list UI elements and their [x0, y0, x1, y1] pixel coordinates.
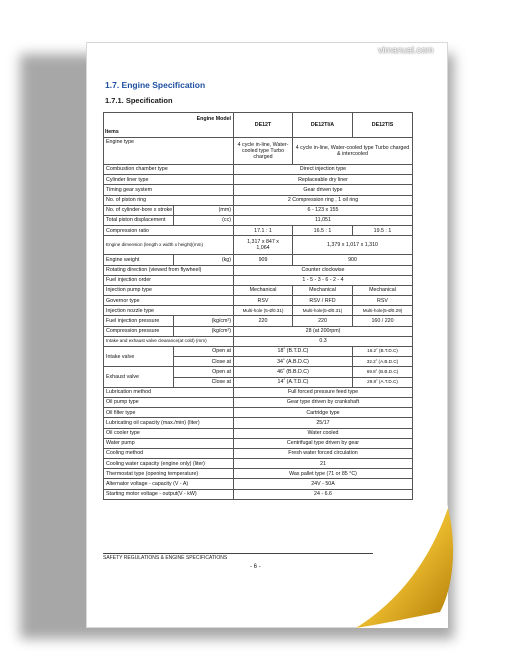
cell-value: 909: [234, 255, 293, 265]
row-label: Oil filter type: [104, 408, 234, 418]
row-sublabel: Close at: [174, 377, 234, 387]
header-de12ti: DE12TI/A: [293, 113, 353, 138]
cell-value: Direct injection type: [234, 165, 413, 175]
row-label: Exhaust valve: [104, 367, 174, 387]
cell-value: 1,379 x 1,017 x 1,310: [293, 236, 413, 255]
cell-value: RSV: [234, 296, 293, 306]
cell-value: Wax pallet type (71 or 85 °C): [234, 469, 413, 479]
row-label: Compression ratio: [104, 226, 234, 236]
cell-value: 220: [293, 316, 353, 326]
cell-value: 4 cycle in-line, Water-cooled type Turbo charged & intercooled: [293, 138, 413, 165]
cell-value: Multi-hole(5-Ø0.29): [353, 306, 413, 316]
cell-value: Fresh water forced circulation: [234, 448, 413, 458]
cell-value: Centrifugal type driven by gear: [234, 438, 413, 448]
page-number: - 6 -: [250, 564, 261, 570]
cell-value: 4 cycle in-line, Water-cooled type Turbo charged: [234, 138, 293, 165]
row-label: Oil pump type: [104, 397, 234, 407]
cell-value: 6 - 123 x 155: [234, 205, 413, 215]
row-label: Thermostat type (opening temperature): [104, 469, 234, 479]
row-unit: (kg/cm²): [174, 316, 234, 326]
row-label: Lubrication method: [104, 387, 234, 397]
cell-value: Multi-hole (5-Ø0.31): [234, 306, 293, 316]
header-de12t: DE12T: [234, 113, 293, 138]
row-label: Governor type: [104, 296, 234, 306]
subsection-heading: 1.7.1. Specification: [105, 96, 173, 105]
engine-model-label: Engine Model: [196, 116, 231, 122]
row-label: Cooling water capacity (engine only) (liter): [104, 459, 234, 469]
row-label: Alternator voltage - capacity (V - A): [104, 479, 234, 489]
cell-value: Counter clockwise: [234, 265, 413, 275]
row-label: No. of piston ring: [104, 195, 234, 205]
row-label: Timing gear system: [104, 185, 234, 195]
cell-value: Mechanical: [293, 285, 353, 295]
row-label: Rotating direction (viewed from flywheel): [104, 265, 234, 275]
row-unit: (kg): [174, 255, 234, 265]
cell-value: 21: [234, 459, 413, 469]
row-label: Fuel injection order: [104, 275, 234, 285]
gold-curl-icon: [356, 508, 453, 628]
cell-value: Replaceable dry liner: [234, 175, 413, 185]
row-label: Compression pressure: [104, 326, 174, 336]
cell-value: 24 - 6.6: [234, 489, 413, 499]
cell-value: 32.2˚ (A.B.D.C): [353, 357, 413, 367]
cell-value: 0.3: [234, 336, 413, 346]
cell-value: Water cooled: [234, 428, 413, 438]
cell-value: 16.2˚ (B.T.D.C): [353, 347, 413, 357]
cell-value: 160 / 220: [353, 316, 413, 326]
cell-value: Gear driven type: [234, 185, 413, 195]
cell-value: Mechanical: [234, 285, 293, 295]
row-unit: (kg/cm²): [174, 326, 234, 336]
cell-value: RSV / RFD: [293, 296, 353, 306]
row-unit: (cc): [174, 215, 234, 225]
cell-value: 69.8˚ (B.B.D.C): [353, 367, 413, 377]
cell-value: Mechanical: [353, 285, 413, 295]
row-label: Injection nozzle type: [104, 306, 234, 316]
cell-value: Full forced pressure feed type: [234, 387, 413, 397]
items-label: Items: [105, 128, 119, 135]
cell-value: 14˚ (A.T.D.C): [234, 377, 353, 387]
cell-value: 220: [234, 316, 293, 326]
watermark: vimanual.com: [378, 45, 434, 55]
row-label: Total piston displacement: [104, 215, 174, 225]
row-label: Injection pump type: [104, 285, 234, 295]
cell-value: 17.1 : 1: [234, 226, 293, 236]
cell-value: 34˚ (A.B.D.C): [234, 357, 353, 367]
cell-value: Gear type driven by crankshaft: [234, 397, 413, 407]
row-label: Fuel injection pressure: [104, 316, 174, 326]
header-de12tis: DE12TIS: [353, 113, 413, 138]
footer-text: SAFETY REGULATIONS & ENGINE SPECIFICATIONS: [103, 553, 373, 561]
cell-value: Multi-hole(5-Ø0.31): [293, 306, 353, 316]
row-label: Oil cooler type: [104, 428, 234, 438]
cell-value: 2 Compression ring , 1 oil ring: [234, 195, 413, 205]
cell-value: 11,051: [234, 215, 413, 225]
cell-value: 28 (at 200rpm): [234, 326, 413, 336]
cell-value: 24V - 50A: [234, 479, 413, 489]
cell-value: Cartridge type: [234, 408, 413, 418]
cell-value: 25/17: [234, 418, 413, 428]
cell-value: 1,317 x 847 x 1,064: [234, 236, 293, 255]
cell-value: 900: [293, 255, 413, 265]
cell-value: 29.8˚ (A.T.D.C): [353, 377, 413, 387]
row-label: Engine weight: [104, 255, 174, 265]
cell-value: 19.5 : 1: [353, 226, 413, 236]
row-label: Combustion chamber type: [104, 165, 234, 175]
cell-value: RSV: [353, 296, 413, 306]
row-label: Engine type: [104, 138, 234, 165]
row-label: Lubricating oil capacity (max./min) (liter): [104, 418, 234, 428]
cell-value: 1 - 5 - 3 - 6 - 2 - 4: [234, 275, 413, 285]
row-label: Engine dimension (length x width x height)(mm): [104, 236, 234, 255]
row-sublabel: Open at: [174, 367, 234, 377]
row-label: Intake and exhaust valve clearance(at cold) (mm): [104, 336, 234, 346]
cell-value: 18˚ (B.T.D.C): [234, 347, 353, 357]
cell-value: 46˚ (B.B.D.C): [234, 367, 353, 377]
row-label: Cylinder liner type: [104, 175, 234, 185]
cell-value: 16.5 : 1: [293, 226, 353, 236]
row-label: Starting motor voltage - output(V - kW): [104, 489, 234, 499]
row-sublabel: Close at: [174, 357, 234, 367]
row-label: Intake valve: [104, 347, 174, 367]
row-label: No. of cylinder-bore x stroke: [104, 205, 174, 215]
section-heading: 1.7. Engine Specification: [105, 80, 206, 90]
row-sublabel: Open at: [174, 347, 234, 357]
row-unit: (mm): [174, 205, 234, 215]
row-label: Water pump: [104, 438, 234, 448]
row-label: Cooling method: [104, 448, 234, 458]
